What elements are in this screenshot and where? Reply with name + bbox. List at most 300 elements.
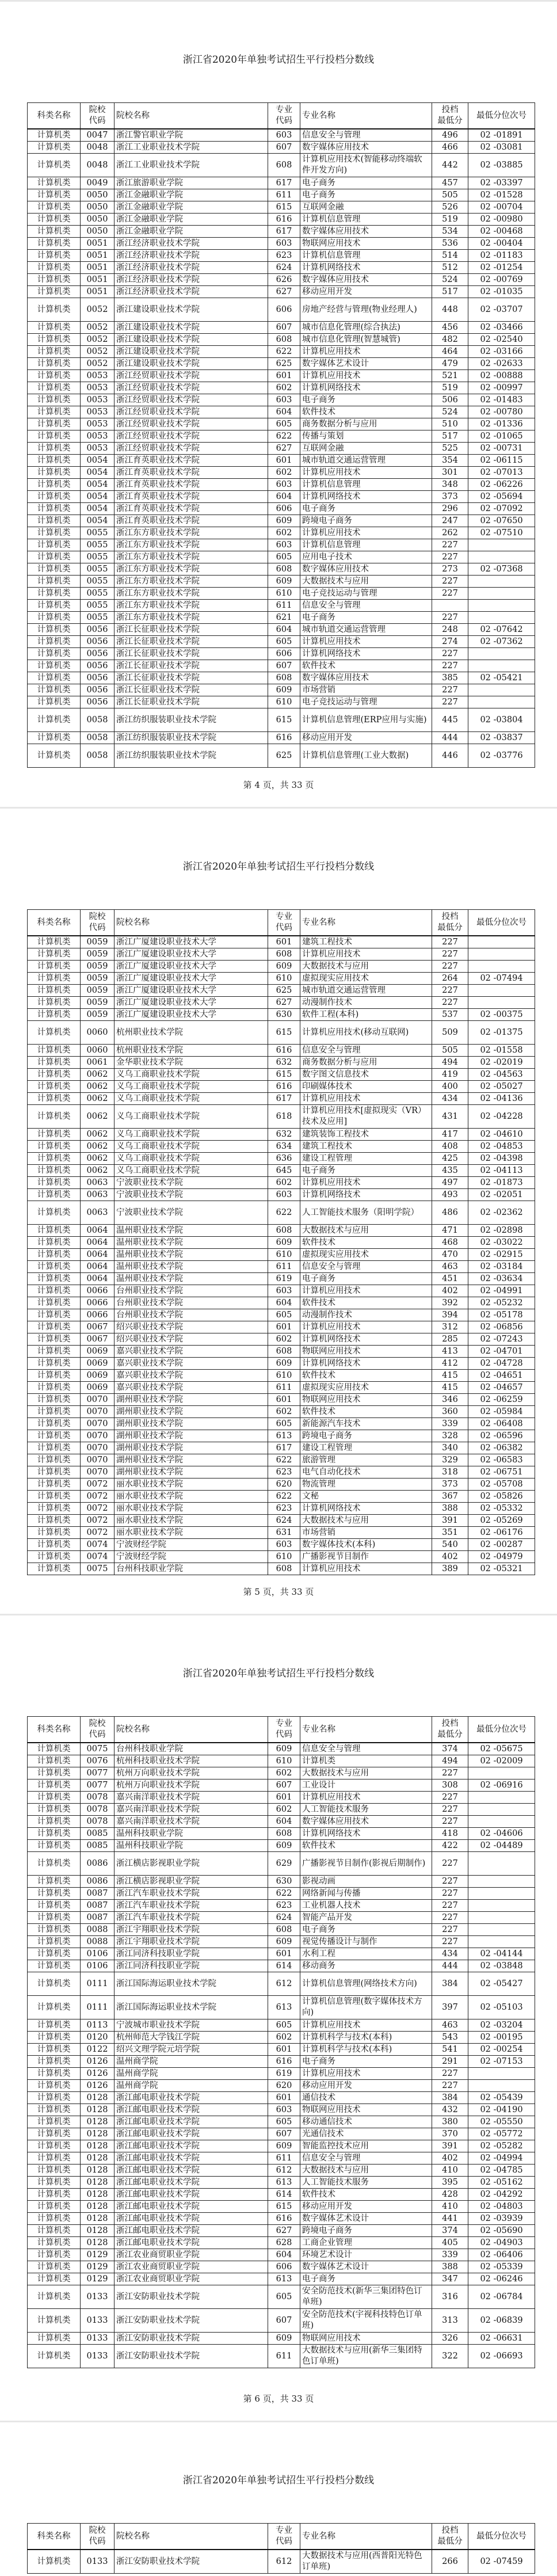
cell-min-rank: 02 -06596 — [468, 1430, 535, 1442]
table-row — [28, 298, 535, 322]
cell-category: 计算机类 — [28, 358, 81, 370]
cell-min-rank: 02 -06246 — [468, 2273, 535, 2285]
cell-major-code: 623 — [268, 1466, 300, 1478]
cell-min-rank: 02 -05772 — [468, 2128, 535, 2140]
cell-min-rank: 02 -07243 — [468, 1333, 535, 1346]
cell-school-code: 0055 — [81, 563, 115, 576]
cell-major-name: 建筑装饰工程技术 — [300, 1129, 432, 1141]
cell-category: 计算机类 — [28, 2201, 81, 2213]
cell-category: 计算机类 — [28, 708, 81, 732]
cell-min-score: 510 — [432, 418, 468, 430]
cell-school-name: 浙江广厦建设职业技术大学 — [115, 1009, 268, 1021]
table-row — [28, 2116, 535, 2128]
cell-major-name: 大数据技术与应用 — [300, 1515, 432, 1527]
cell-min-score: 415 — [432, 1382, 468, 1394]
cell-school-name: 浙江建设职业技术学院 — [115, 298, 268, 322]
cell-major-name: 计算机网络技术 — [300, 1358, 432, 1370]
cell-min-rank: 02 -02051 — [468, 1189, 535, 1201]
cell-min-score: 301 — [432, 467, 468, 479]
cell-major-name: 动漫制作技术 — [300, 1309, 432, 1321]
cell-school-name: 浙江邮电职业技术学院 — [115, 2225, 268, 2237]
cell-min-score: 422 — [432, 1840, 468, 1852]
table-row — [28, 588, 535, 600]
header-min-score: 投档 最低分 — [432, 103, 468, 129]
cell-major-name: 环境艺术设计 — [300, 2249, 432, 2261]
cell-school-code: 0064 — [81, 1249, 115, 1261]
header-major-code: 专业 代码 — [268, 910, 300, 936]
cell-major-name: 计算机应用技术 — [300, 1093, 432, 1105]
cell-major-name: 计算机应用技术 — [300, 1177, 432, 1189]
cell-major-code: 602 — [268, 1767, 300, 1779]
cell-major-name: 互联网金融 — [300, 443, 432, 455]
cell-school-code: 0072 — [81, 1515, 115, 1527]
cell-major-name: 大数据技术与应用 — [300, 1767, 432, 1779]
cell-category: 计算机类 — [28, 1057, 81, 1069]
cell-major-name: 电子商务 — [300, 189, 432, 201]
cell-min-rank: 02 -05984 — [468, 1406, 535, 1418]
table-row — [28, 1996, 535, 2019]
cell-major-name: 计算机应用技术 — [300, 1563, 432, 1575]
cell-min-score: 389 — [432, 1563, 468, 1575]
cell-min-score: 517 — [432, 286, 468, 298]
cell-school-code: 0066 — [81, 1309, 115, 1321]
cell-major-code: 631 — [268, 1527, 300, 1539]
cell-min-score: 227 — [432, 1936, 468, 1948]
cell-school-code: 0075 — [81, 1563, 115, 1575]
cell-school-code: 0133 — [81, 2345, 115, 2368]
cell-min-rank: 02 -04803 — [468, 2201, 535, 2213]
cell-major-code: 606 — [268, 648, 300, 660]
cell-school-name: 浙江经贸职业技术学院 — [115, 430, 268, 443]
cell-min-score: 328 — [432, 1430, 468, 1442]
cell-min-score: 509 — [432, 1021, 468, 1045]
cell-min-rank: 02 -06583 — [468, 1454, 535, 1466]
cell-category: 计算机类 — [28, 2345, 81, 2368]
cell-school-name: 浙江横店影视职业学院 — [115, 1852, 268, 1876]
cell-major-code: 605 — [268, 418, 300, 430]
cell-major-name: 建设工程管理 — [300, 1442, 432, 1454]
table-row — [28, 455, 535, 467]
cell-school-name: 浙江警官职业学院 — [115, 129, 268, 142]
cell-category: 计算机类 — [28, 539, 81, 551]
cell-category: 计算机类 — [28, 1466, 81, 1478]
table-row — [28, 1129, 535, 1141]
cell-min-rank: 02 -03466 — [468, 322, 535, 334]
cell-school-name: 浙江同济科技职业学院 — [115, 1948, 268, 1960]
cell-major-code: 603 — [268, 129, 300, 142]
cell-min-rank: 02 -00254 — [468, 2044, 535, 2056]
cell-category: 计算机类 — [28, 1503, 81, 1515]
cell-min-score: 425 — [432, 1153, 468, 1165]
cell-major-name: 智能产品开发 — [300, 1912, 432, 1924]
cell-category: 计算机类 — [28, 563, 81, 576]
cell-category: 计算机类 — [28, 491, 81, 503]
cell-min-score: 227 — [432, 2080, 468, 2092]
cell-major-name: 电气自动化技术 — [300, 1466, 432, 1478]
cell-major-name: 软件技术 — [300, 1370, 432, 1382]
cell-min-rank: 02 -00997 — [468, 382, 535, 394]
cell-min-score: 543 — [432, 2032, 468, 2044]
cell-category: 计算机类 — [28, 238, 81, 250]
cell-min-rank: 02 -02540 — [468, 334, 535, 346]
table-row — [28, 1009, 535, 1021]
table-row — [28, 2189, 535, 2201]
cell-major-code: 606 — [268, 2261, 300, 2273]
cell-min-score: 227 — [432, 1912, 468, 1924]
cell-min-score: 493 — [432, 1189, 468, 1201]
cell-school-code: 0062 — [81, 1153, 115, 1165]
cell-min-rank — [468, 1816, 535, 1828]
cell-min-score: 227 — [432, 1876, 468, 1888]
cell-major-name: 移动应用开发 — [300, 732, 432, 744]
cell-category: 计算机类 — [28, 201, 81, 214]
cell-min-rank: 02 -04657 — [468, 1382, 535, 1394]
cell-school-code: 0063 — [81, 1177, 115, 1189]
header-min-score: 投档 最低分 — [432, 910, 468, 936]
cell-school-code: 0070 — [81, 1430, 115, 1442]
cell-min-score: 360 — [432, 1406, 468, 1418]
table-row — [28, 1105, 535, 1129]
cell-min-rank: 02 -06382 — [468, 1442, 535, 1454]
cell-school-code: 0128 — [81, 2225, 115, 2237]
cell-school-name: 浙江汽车职业技术学院 — [115, 1912, 268, 1924]
cell-school-name: 浙江广厦建设职业技术大学 — [115, 997, 268, 1009]
cell-major-code: 607 — [268, 322, 300, 334]
cell-school-code: 0062 — [81, 1081, 115, 1093]
cell-category: 计算机类 — [28, 1491, 81, 1503]
cell-school-name: 杭州万向职业技术学院 — [115, 1779, 268, 1792]
cell-school-name: 杭州科技职业技术学院 — [115, 1755, 268, 1767]
cell-min-score: 400 — [432, 1081, 468, 1093]
cell-min-score: 418 — [432, 1828, 468, 1840]
cell-category: 计算机类 — [28, 406, 81, 418]
cell-category: 计算机类 — [28, 2273, 81, 2285]
cell-min-score: 410 — [432, 2165, 468, 2177]
cell-major-code: 630 — [268, 1876, 300, 1888]
cell-school-code: 0049 — [81, 177, 115, 189]
table-row — [28, 1165, 535, 1177]
cell-school-name: 浙江邮电职业技术学院 — [115, 2213, 268, 2225]
cell-major-code: 623 — [268, 250, 300, 262]
cell-min-rank: 02 -01336 — [468, 418, 535, 430]
table-row — [28, 563, 535, 576]
cell-school-name: 义乌工商职业技术学院 — [115, 1165, 268, 1177]
cell-major-name: 计算机应用技术 — [300, 1792, 432, 1804]
cell-category: 计算机类 — [28, 142, 81, 154]
table-row — [28, 1539, 535, 1551]
cell-school-name: 浙江安防职业技术学院 — [115, 2309, 268, 2333]
cell-category: 计算机类 — [28, 527, 81, 539]
cell-min-rank: 02 -06259 — [468, 1394, 535, 1406]
cell-min-rank: 02 -02019 — [468, 1057, 535, 1069]
cell-school-code: 0111 — [81, 1972, 115, 1996]
cell-school-code: 0059 — [81, 936, 115, 948]
cell-major-name: 计算机应用技术 — [300, 346, 432, 358]
cell-category: 计算机类 — [28, 1309, 81, 1321]
cell-category: 计算机类 — [28, 2032, 81, 2044]
cell-major-name: 数字媒体应用技术 — [300, 1816, 432, 1828]
cell-min-score: 505 — [432, 189, 468, 201]
cell-school-code: 0056 — [81, 672, 115, 684]
cell-school-code: 0128 — [81, 2165, 115, 2177]
cell-major-code: 616 — [268, 1081, 300, 1093]
table-row — [28, 1454, 535, 1466]
cell-major-code: 608 — [268, 1924, 300, 1936]
cell-min-rank: 02 -00195 — [468, 2032, 535, 2044]
cell-school-code: 0053 — [81, 370, 115, 382]
cell-min-score: 227 — [432, 1816, 468, 1828]
cell-min-rank: 02 -06115 — [468, 455, 535, 467]
cell-major-code: 611 — [268, 1382, 300, 1394]
cell-school-code: 0055 — [81, 539, 115, 551]
cell-min-rank: 02 -03848 — [468, 1960, 535, 1972]
table-row — [28, 1551, 535, 1563]
table-row — [28, 961, 535, 973]
cell-min-rank — [468, 2080, 535, 2092]
cell-school-code: 0085 — [81, 1840, 115, 1852]
table-row — [28, 467, 535, 479]
cell-category: 计算机类 — [28, 1876, 81, 1888]
header-major-name: 专业名称 — [300, 910, 432, 936]
cell-category: 计算机类 — [28, 1936, 81, 1948]
cell-min-score: 402 — [432, 1551, 468, 1563]
page-title: 浙江省2020年单独考试招生平行投档分数线 — [182, 861, 375, 872]
table-row — [28, 1309, 535, 1321]
cell-min-score: 296 — [432, 503, 468, 515]
cell-min-score: 392 — [432, 1297, 468, 1309]
cell-category: 计算机类 — [28, 189, 81, 201]
cell-major-code: 615 — [268, 708, 300, 732]
cell-major-code: 624 — [268, 262, 300, 274]
cell-school-name: 义乌工商职业技术学院 — [115, 1081, 268, 1093]
cell-major-name: 软件技术 — [300, 1406, 432, 1418]
cell-major-code: 619 — [268, 2068, 300, 2080]
cell-school-code: 0069 — [81, 1358, 115, 1370]
cell-school-code: 0069 — [81, 1382, 115, 1394]
table-row — [28, 1936, 535, 1948]
cell-min-rank: 02 -05178 — [468, 1309, 535, 1321]
cell-category: 计算机类 — [28, 636, 81, 648]
table-row — [28, 346, 535, 358]
cell-school-name: 台州职业技术学院 — [115, 1309, 268, 1321]
cell-major-code: 604 — [268, 2249, 300, 2261]
cell-school-name: 宁波职业技术学院 — [115, 1201, 268, 1225]
table-row — [28, 274, 535, 286]
cell-min-score: 340 — [432, 1442, 468, 1454]
cell-major-name: 建筑工程技术 — [300, 936, 432, 948]
cell-major-name: 物联网应用技术 — [300, 2104, 432, 2116]
cell-major-name: 人工智能技术服务 — [300, 2177, 432, 2189]
cell-school-name: 台州科技职业学院 — [115, 1743, 268, 1755]
cell-min-rank: 02 -05708 — [468, 1478, 535, 1491]
cell-min-rank: 02 -00704 — [468, 201, 535, 214]
cell-category: 计算机类 — [28, 2152, 81, 2165]
cell-major-code: 612 — [268, 1972, 300, 1996]
cell-min-score: 470 — [432, 1249, 468, 1261]
cell-major-name: 电子竞技运动与管理 — [300, 588, 432, 600]
header-min-rank: 最低分位次号 — [468, 2524, 535, 2550]
table-row — [28, 2237, 535, 2249]
table-row — [28, 370, 535, 382]
cell-school-code: 0058 — [81, 732, 115, 744]
cell-major-code: 607 — [268, 142, 300, 154]
cell-major-name: 城市轨道交通运营管理 — [300, 624, 432, 636]
cell-major-name: 信息安全与管理 — [300, 600, 432, 612]
cell-category: 计算机类 — [28, 1261, 81, 1273]
cell-school-code: 0111 — [81, 1996, 115, 2019]
cell-school-name: 浙江金融职业学院 — [115, 226, 268, 238]
cell-major-name: 移动应用开发 — [300, 2201, 432, 2213]
table-row — [28, 1972, 535, 1996]
cell-major-code: 622 — [268, 1201, 300, 1225]
cell-min-rank — [468, 936, 535, 948]
table-row — [28, 600, 535, 612]
table-row — [28, 936, 535, 948]
cell-major-code: 610 — [268, 973, 300, 985]
cell-school-code: 0060 — [81, 1045, 115, 1057]
cell-major-name: 城市轨道交通运营管理 — [300, 985, 432, 997]
cell-major-code: 605 — [268, 551, 300, 563]
cell-major-name: 电子商务 — [300, 612, 432, 624]
document-page — [0, 1614, 557, 2421]
cell-major-code: 604 — [268, 1297, 300, 1309]
cell-min-rank: 02 -01528 — [468, 189, 535, 201]
cell-major-name: 计算机网络技术 — [300, 1503, 432, 1515]
cell-school-code: 0050 — [81, 226, 115, 238]
cell-min-rank: 02 -06839 — [468, 2309, 535, 2333]
cell-major-name: 信息安全与管理 — [300, 1743, 432, 1755]
header-school-name: 院校名称 — [115, 1717, 268, 1743]
cell-school-code: 0128 — [81, 2104, 115, 2116]
cell-min-score: 312 — [432, 1321, 468, 1333]
table-row — [28, 1321, 535, 1333]
cell-min-score: 394 — [432, 1309, 468, 1321]
cell-major-code: 602 — [268, 527, 300, 539]
cell-category: 计算机类 — [28, 1165, 81, 1177]
cell-school-code: 0058 — [81, 708, 115, 732]
cell-category: 计算机类 — [28, 1852, 81, 1876]
cell-category: 计算机类 — [28, 455, 81, 467]
table-row — [28, 177, 535, 189]
cell-school-name: 浙江经贸职业技术学院 — [115, 394, 268, 406]
cell-min-score: 227 — [432, 1767, 468, 1779]
cell-min-rank — [468, 539, 535, 551]
cell-major-code: 625 — [268, 744, 300, 768]
cell-min-rank — [468, 1936, 535, 1948]
cell-school-code: 0060 — [81, 1021, 115, 1045]
cell-school-code: 0056 — [81, 684, 115, 696]
cell-major-name: 应用电子技术 — [300, 551, 432, 563]
cell-category: 计算机类 — [28, 129, 81, 142]
cell-major-name: 数字媒体应用技术 — [300, 672, 432, 684]
cell-major-name: 水利工程 — [300, 1948, 432, 1960]
cell-major-name: 计算机网络技术 — [300, 1828, 432, 1840]
cell-school-name: 浙江经济职业技术学院 — [115, 238, 268, 250]
cell-major-code: 609 — [268, 1237, 300, 1249]
cell-school-code: 0113 — [81, 2019, 115, 2032]
cell-min-score — [432, 600, 468, 612]
cell-major-name: 电子商务 — [300, 394, 432, 406]
cell-category: 计算机类 — [28, 515, 81, 527]
cell-min-score: 339 — [432, 1418, 468, 1430]
page-number-footer: 第 5 页，共 33 页 — [243, 1587, 314, 1597]
cell-school-code: 0129 — [81, 2261, 115, 2273]
table-row — [28, 2152, 535, 2165]
cell-school-name: 丽水职业技术学院 — [115, 1503, 268, 1515]
table-row — [28, 1189, 535, 1201]
cell-category: 计算机类 — [28, 1081, 81, 1093]
cell-category: 计算机类 — [28, 1177, 81, 1189]
cell-min-rank: 02 -04113 — [468, 1165, 535, 1177]
cell-min-rank: 02 -04606 — [468, 1828, 535, 1840]
cell-min-score: 534 — [432, 226, 468, 238]
cell-major-name: 物联网应用技术 — [300, 1394, 432, 1406]
cell-min-score: 313 — [432, 2309, 468, 2333]
cell-category: 计算机类 — [28, 1249, 81, 1261]
cell-min-rank: 02 -00375 — [468, 1009, 535, 1021]
cell-category: 计算机类 — [28, 1924, 81, 1936]
cell-school-code: 0059 — [81, 973, 115, 985]
table-row — [28, 238, 535, 250]
table-row — [28, 515, 535, 527]
cell-category: 计算机类 — [28, 1297, 81, 1309]
cell-school-name: 浙江邮电职业技术学院 — [115, 2177, 268, 2189]
cell-min-rank: 02 -02633 — [468, 358, 535, 370]
cell-major-code: 622 — [268, 1888, 300, 1900]
cell-school-name: 杭州职业技术学院 — [115, 1045, 268, 1057]
table-row — [28, 1249, 535, 1261]
cell-category: 计算机类 — [28, 2080, 81, 2092]
cell-school-name: 义乌工商职业技术学院 — [115, 1153, 268, 1165]
cell-school-name: 浙江纺织服装职业技术学院 — [115, 708, 268, 732]
cell-major-name: 计算机信息管理 — [300, 214, 432, 226]
cell-min-rank — [468, 576, 535, 588]
cell-min-rank: 02 -00404 — [468, 238, 535, 250]
table-row — [28, 503, 535, 515]
cell-min-score: 264 — [432, 973, 468, 985]
table-row — [28, 997, 535, 1009]
cell-min-score: 526 — [432, 201, 468, 214]
header-major-name: 专业名称 — [300, 2524, 432, 2550]
document-page — [0, 0, 557, 807]
header-min-rank: 最低分位次号 — [468, 103, 535, 129]
cell-min-score: 227 — [432, 551, 468, 563]
cell-major-code: 624 — [268, 1912, 300, 1924]
cell-school-code: 0120 — [81, 2032, 115, 2044]
cell-min-score: 329 — [432, 1454, 468, 1466]
cell-min-rank: 02 -05421 — [468, 672, 535, 684]
cell-category: 计算机类 — [28, 2237, 81, 2249]
cell-school-code: 0053 — [81, 430, 115, 443]
cell-major-code: 610 — [268, 1370, 300, 1382]
cell-school-code: 0059 — [81, 997, 115, 1009]
cell-major-code: 611 — [268, 2152, 300, 2165]
cell-min-score: 482 — [432, 334, 468, 346]
cell-category: 计算机类 — [28, 1527, 81, 1539]
cell-min-rank — [468, 1876, 535, 1888]
cell-major-code: 611 — [268, 189, 300, 201]
cell-min-rank — [468, 1924, 535, 1936]
cell-min-score: 537 — [432, 1009, 468, 1021]
table-row — [28, 1888, 535, 1900]
cell-school-name: 浙江同济科技职业学院 — [115, 1960, 268, 1972]
cell-school-name: 台州科技职业学院 — [115, 1563, 268, 1575]
cell-major-name: 城市信息化管理(综合执法) — [300, 322, 432, 334]
cell-major-name: 工业设计 — [300, 1779, 432, 1792]
cell-school-name: 浙江工业职业技术学院 — [115, 154, 268, 177]
cell-school-name: 浙江东方职业技术学院 — [115, 588, 268, 600]
cell-category: 计算机类 — [28, 1539, 81, 1551]
